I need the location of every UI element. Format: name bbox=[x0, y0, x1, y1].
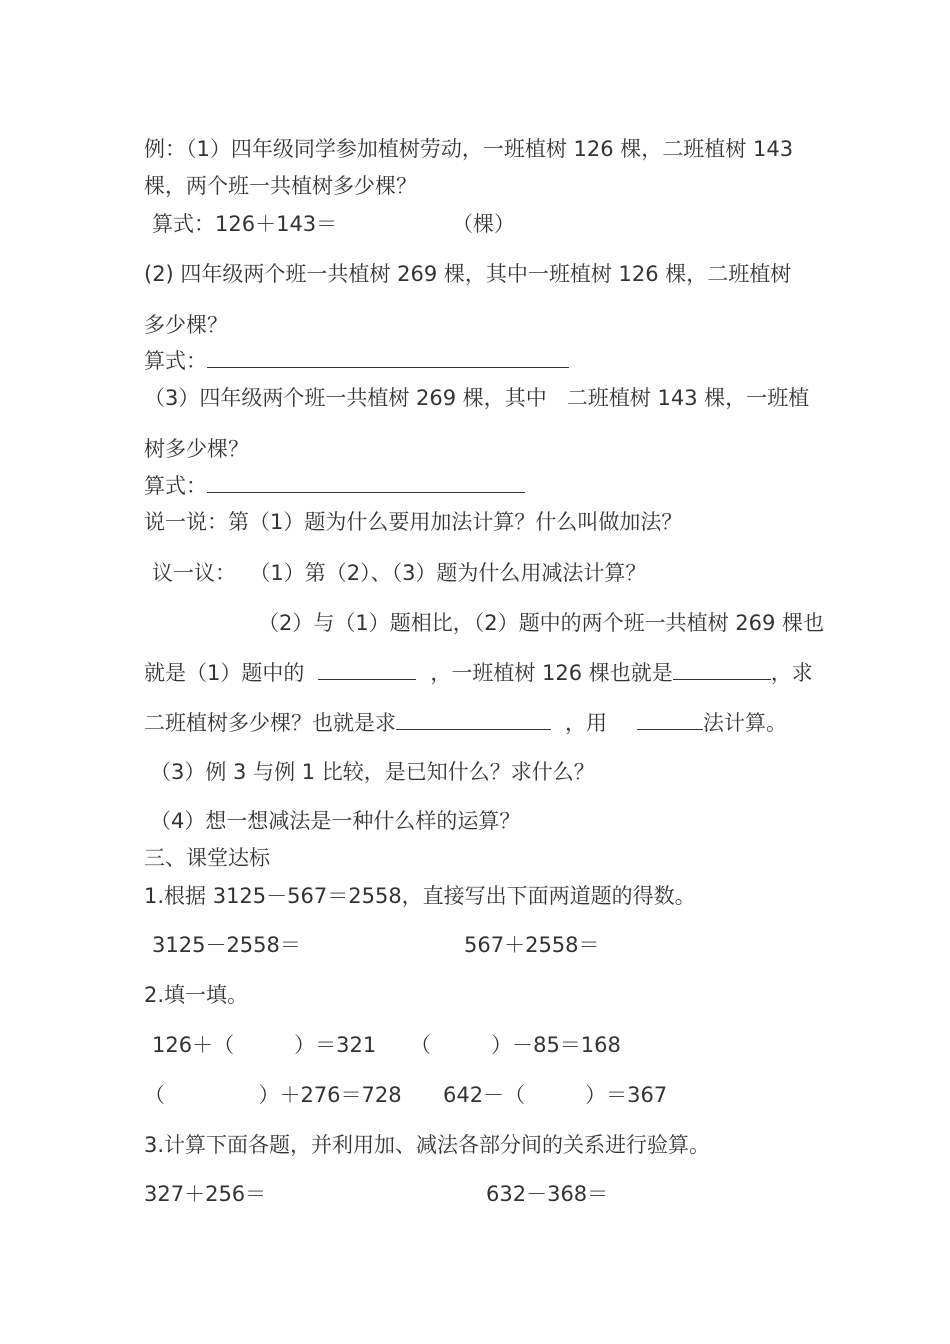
text-segment: ，一班植树 126 棵也就是 bbox=[430, 661, 673, 685]
fill-blank[interactable] bbox=[318, 678, 416, 680]
answer-blank[interactable] bbox=[207, 366, 569, 368]
discuss-p2-line3 bbox=[144, 713, 787, 734]
text-segment: ，求 bbox=[770, 661, 813, 685]
example-q3-formula bbox=[144, 476, 525, 497]
say-prompt: 说一说：第（1）题为什么要用加法计算？什么叫做加法？ bbox=[144, 510, 683, 534]
example-q2-formula bbox=[144, 351, 569, 372]
fill-blank[interactable] bbox=[673, 678, 771, 680]
q2-expression-b: （ ）－85＝168 bbox=[410, 1033, 621, 1057]
q1-expression-b: 567＋2558＝ bbox=[464, 933, 600, 957]
q1-expression-a: 3125－2558＝ bbox=[152, 933, 301, 957]
text-segment: 二班植树多少棵？也就是求 bbox=[144, 711, 396, 735]
example-q2-line1: (2) 四年级两个班一共植树 269 棵，其中一班植树 126 棵，二班植树 bbox=[144, 262, 792, 286]
example-q3-line1: （3）四年级两个班一共植树 269 棵，其中 二班植树 143 棵，一班植 bbox=[144, 386, 810, 410]
example-q1-formula: 算式：126＋143＝ bbox=[152, 212, 338, 236]
discuss-p2-line2 bbox=[144, 663, 813, 684]
q2-expression-c: （ ）＋276＝728 bbox=[144, 1083, 402, 1107]
example-q1-line2: 棵，两个班一共植树多少棵？ bbox=[144, 174, 417, 198]
q2-expression-a: 126＋（ ）＝321 bbox=[152, 1033, 377, 1057]
example-q3-line2: 树多少棵？ bbox=[144, 437, 249, 461]
q3-expression-b: 632－368＝ bbox=[486, 1182, 609, 1206]
answer-blank[interactable] bbox=[207, 491, 525, 493]
text-segment: ，用 bbox=[565, 711, 607, 735]
section3-heading: 三、课堂达标 bbox=[144, 846, 270, 870]
text-segment: 法计算。 bbox=[703, 711, 787, 735]
q3-expression-a: 327＋256＝ bbox=[144, 1182, 267, 1206]
text-segment: 就是（1）题中的 bbox=[144, 661, 305, 685]
fill-blank[interactable] bbox=[637, 728, 703, 730]
discuss-p2-line1: （2）与（1）题相比，（2）题中的两个班一共植树 269 棵也 bbox=[258, 611, 825, 635]
fill-blank[interactable] bbox=[396, 728, 551, 730]
example-q1-line1: 例：（1）四年级同学参加植树劳动，一班植树 126 棵，二班植树 143 bbox=[144, 137, 794, 161]
section3-q1: 1.根据 3125－567＝2558，直接写出下面两道题的得数。 bbox=[144, 884, 696, 908]
discuss-p3: （3）例 3 与例 1 比较，是已知什么？求什么？ bbox=[150, 760, 595, 784]
discuss-p4: （4）想一想减法是一种什么样的运算？ bbox=[150, 809, 521, 833]
q2-expression-d: 642－（ ）＝367 bbox=[443, 1083, 668, 1107]
section3-q3: 3.计算下面各题，并利用加、减法各部分间的关系进行验算。 bbox=[144, 1133, 711, 1157]
formula-label: 算式： bbox=[144, 349, 207, 373]
section3-q2: 2.填一填。 bbox=[144, 983, 249, 1007]
formula-label: 算式： bbox=[144, 474, 207, 498]
discuss-prompt: 议一议： （1）第（2）、（3）题为什么用减法计算？ bbox=[152, 561, 647, 585]
example-q1-unit: （棵） bbox=[452, 212, 515, 236]
example-q2-line2: 多少棵？ bbox=[144, 313, 228, 337]
